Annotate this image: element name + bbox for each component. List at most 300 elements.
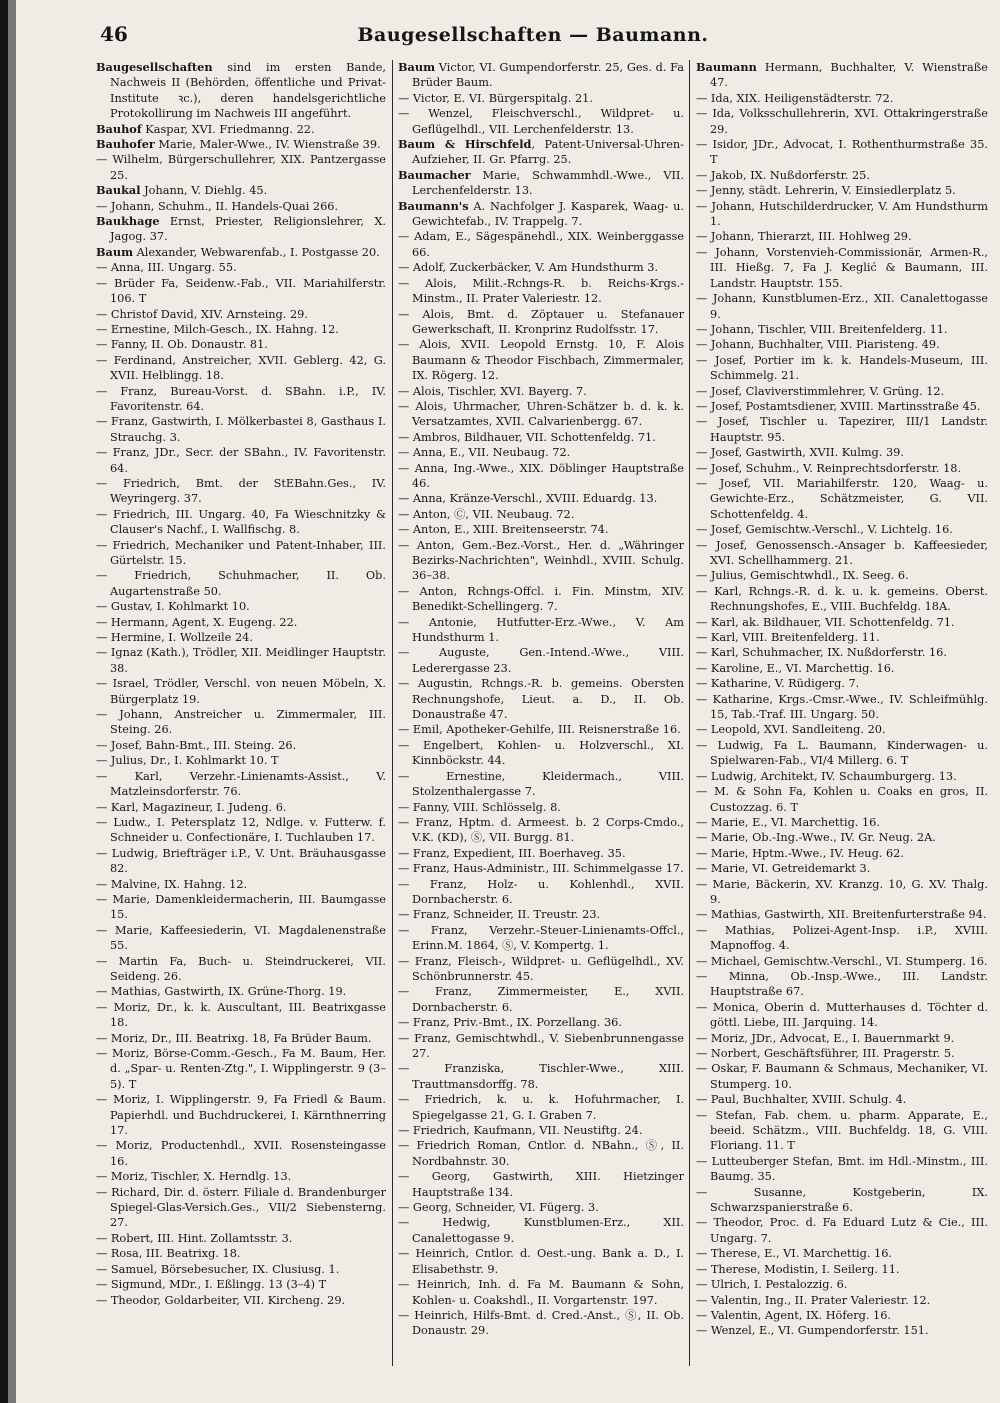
directory-entry bbox=[696, 229, 988, 244]
directory-entry bbox=[398, 538, 684, 584]
entry-text: — Franz, Haus-Administr., III. Schimmelgasse 17. bbox=[398, 862, 684, 876]
directory-entry bbox=[696, 1031, 988, 1046]
directory-entry bbox=[96, 1185, 386, 1231]
entry-text: — Therese, Modistin, I. Seilerg. 11. bbox=[696, 1262, 900, 1276]
entry-text: — Anna, Kränze-Verschl., XVIII. Eduardg. 13. bbox=[398, 492, 658, 506]
directory-columns bbox=[96, 60, 988, 1370]
entry-text: sind im ersten Bande, Nachweis II (Behörden, öffentliche und Privat-Institute ꝛc.), deren handelsgerichtliche Protokollirung im Nachweis III angeführt. bbox=[110, 61, 386, 121]
entry-text: — Robert, III. Hint. Zollamtsstr. 3. bbox=[96, 1231, 293, 1245]
entry-text: — Augustin, Rchngs.-R. b. gemeins. Obersten Rechnungshofe, Lieut. a. D., II. Ob. Donaustraße 47. bbox=[398, 677, 684, 722]
directory-entry bbox=[398, 522, 684, 537]
directory-entry bbox=[398, 199, 684, 230]
entry-text: — Josef, Genossensch.-Ansager b. Kaffeesieder, XVI. Schellhammerg. 21. bbox=[696, 538, 988, 567]
entry-text: — Friedrich, Schuhmacher, II. Ob. Augartenstraße 50. bbox=[96, 569, 386, 598]
directory-entry bbox=[696, 1154, 988, 1185]
entry-text: — Ambros, Bildhauer, VII. Schottenfeldg. 71. bbox=[398, 430, 656, 444]
entry-text: — Anna, III. Ungarg. 55. bbox=[96, 261, 237, 275]
directory-entry bbox=[696, 476, 988, 522]
directory-entry bbox=[696, 245, 988, 291]
directory-entry bbox=[96, 1231, 386, 1246]
directory-entry bbox=[96, 1138, 386, 1169]
directory-entry bbox=[96, 60, 386, 122]
entry-text: — Paul, Buchhalter, XVIII. Schulg. 4. bbox=[696, 1093, 907, 1107]
directory-entry bbox=[398, 846, 684, 861]
directory-entry bbox=[696, 1046, 988, 1061]
directory-entry bbox=[96, 645, 386, 676]
entry-headword: Baukal bbox=[96, 183, 141, 198]
directory-entry bbox=[398, 399, 684, 430]
entry-text: — Josef, Postamtsdiener, XVIII. Martinsstraße 45. bbox=[696, 399, 981, 413]
directory-entry bbox=[696, 1262, 988, 1277]
entry-text: — Richard, Dir. d. österr. Filiale d. Brandenburger Spiegel-Glas-Versich.Ges., VII/2 Siebensterng. 27. bbox=[96, 1185, 386, 1230]
directory-entry bbox=[398, 137, 684, 168]
directory-entry bbox=[696, 907, 988, 922]
entry-text: — Marie, Ob.-Ing.-Wwe., IV. Gr. Neug. 2A. bbox=[696, 831, 936, 845]
entry-headword: Baum bbox=[398, 60, 436, 74]
directory-entry bbox=[696, 692, 988, 723]
directory-entry bbox=[696, 645, 988, 660]
directory-entry bbox=[96, 152, 386, 183]
entry-text: — Wilhelm, Bürgerschullehrer, XIX. Pantzergasse 25. bbox=[96, 153, 386, 182]
directory-entry bbox=[96, 1031, 386, 1046]
directory-entry bbox=[398, 907, 684, 922]
directory-entry bbox=[696, 522, 988, 537]
directory-entry bbox=[696, 137, 988, 168]
page-title: Baugesellschaften — Baumann. bbox=[357, 24, 709, 46]
directory-entry bbox=[696, 91, 988, 106]
directory-entry bbox=[96, 892, 386, 923]
entry-text: — Johann, Thierarzt, III. Hohlweg 29. bbox=[696, 230, 912, 244]
directory-entry bbox=[696, 337, 988, 352]
entry-text: — Ida, XIX. Heiligenstädterstr. 72. bbox=[696, 91, 894, 105]
directory-entry bbox=[96, 137, 386, 152]
entry-headword: Bauhofer bbox=[96, 137, 155, 152]
directory-entry bbox=[398, 229, 684, 260]
page-number: 46 bbox=[100, 22, 128, 46]
directory-entry bbox=[96, 322, 386, 337]
directory-entry bbox=[96, 923, 386, 954]
directory-entry bbox=[696, 399, 988, 414]
directory-entry bbox=[398, 769, 684, 800]
directory-entry bbox=[96, 384, 386, 415]
entry-text: — Julius, Dr., I. Kohlmarkt 10. T bbox=[96, 754, 279, 768]
entry-text: — Anna, Ing.-Wwe., XIX. Döblinger Hauptstraße 46. bbox=[398, 461, 684, 490]
directory-entry bbox=[398, 984, 684, 1015]
directory-entry bbox=[96, 984, 386, 999]
entry-text: A. Nachfolger J. Kasparek, Waag- u. Gewichtefab., IV. Trappelg. 7. bbox=[412, 199, 684, 229]
entry-text: — Johann, Anstreicher u. Zimmermaler, III. Steing. 26. bbox=[96, 708, 386, 737]
entry-text: — Josef, Schuhm., V. Reinprechtsdorferstr. 18. bbox=[696, 461, 962, 475]
entry-text: — Josef, Bahn-Bmt., III. Steing. 26. bbox=[96, 738, 297, 752]
entry-text: — Franz, Gemischtwhdl., V. Siebenbrunnengasse 27. bbox=[398, 1031, 684, 1060]
directory-entry bbox=[398, 1215, 684, 1246]
entry-text: — Rosa, III. Beatrixg. 18. bbox=[96, 1247, 241, 1261]
directory-entry bbox=[696, 1185, 988, 1216]
directory-entry bbox=[398, 1092, 684, 1123]
entry-text: — Valentin, Ing., II. Prater Valeriestr. 12. bbox=[696, 1293, 931, 1307]
entry-headword: Baum & Hirschfeld bbox=[398, 137, 532, 152]
entry-text: — Georg, Schneider, VI. Fügerg. 3. bbox=[398, 1201, 599, 1215]
directory-entry bbox=[696, 199, 988, 230]
directory-entry bbox=[96, 1293, 386, 1308]
entry-text: — Karl, Magazineur, I. Judeng. 6. bbox=[96, 800, 287, 814]
entry-text: Alexander, Webwarenfab., I. Postgasse 20. bbox=[133, 245, 380, 259]
directory-entry bbox=[696, 1108, 988, 1154]
directory-entry bbox=[398, 307, 684, 338]
directory-entry bbox=[96, 245, 386, 260]
directory-entry bbox=[398, 60, 684, 91]
directory-entry bbox=[696, 384, 988, 399]
directory-entry bbox=[696, 1308, 988, 1323]
entry-text: — Franziska, Tischler-Wwe., XIII. Trauttmansdorffg. 78. bbox=[398, 1062, 684, 1091]
entry-text: — Friedrich, Mechaniker und Patent-Inhaber, III. Gürtelstr. 15. bbox=[96, 538, 386, 567]
directory-entry bbox=[696, 861, 988, 876]
entry-text: — Hedwig, Kunstblumen-Erz., XII. Canalettogasse 9. bbox=[398, 1216, 684, 1245]
directory-entry bbox=[696, 584, 988, 615]
entry-text: — Moriz, JDr., Advocat, E., I. Bauernmarkt 9. bbox=[696, 1031, 955, 1045]
entry-text: — Karl, Rchngs.-R. d. k. u. k. gemeins. Oberst. Rechnungshofes, E., VIII. Buchfeldg. 18A. bbox=[696, 584, 988, 614]
directory-entry bbox=[398, 430, 684, 445]
directory-entry bbox=[696, 1215, 988, 1246]
entry-headword: Baumann's bbox=[398, 198, 469, 213]
directory-entry bbox=[96, 276, 386, 307]
entry-text: — Israel, Trödler, Verschl. von neuen Möbeln, X. Bürgerplatz 19. bbox=[96, 677, 386, 706]
directory-entry bbox=[696, 769, 988, 784]
entry-text: — M. & Sohn Fa, Kohlen u. Coaks en gros, II. Custozzag. 6. T bbox=[696, 785, 988, 814]
entry-text: — Auguste, Gen.-Intend.-Wwe., VIII. Lederergasse 23. bbox=[398, 646, 684, 675]
directory-entry bbox=[398, 461, 684, 492]
entry-text: — Wenzel, E., VI. Gumpendorferstr. 151. bbox=[696, 1324, 929, 1338]
entry-headword: Bauhof bbox=[96, 121, 142, 136]
directory-entry bbox=[696, 1277, 988, 1292]
entry-text: — Karl, ak. Bildhauer, VII. Schottenfeldg. 71. bbox=[696, 615, 955, 629]
directory-entry bbox=[696, 830, 988, 845]
entry-text: — Katharine, Krgs.-Cmsr.-Wwe., IV. Schleifmühlg. 15, Tab.-Traf. III. Ungarg. 50. bbox=[696, 692, 988, 722]
entry-text: — Heinrich, Inh. d. Fa M. Baumann & Sohn, Kohlen- u. Coakshdl., II. Vorgartenstr. 197. bbox=[398, 1278, 684, 1307]
directory-entry bbox=[398, 106, 684, 137]
directory-entry bbox=[96, 800, 386, 815]
directory-entry bbox=[398, 815, 684, 846]
entry-text: — Oskar, F. Baumann & Schmaus, Mechaniker, VI. Stumperg. 10. bbox=[696, 1062, 988, 1091]
entry-text: — Franz, Priv.-Bmt., IX. Porzellang. 36. bbox=[398, 1016, 622, 1030]
directory-entry bbox=[398, 645, 684, 676]
entry-text: — Antonie, Hutfutter-Erz.-Wwe., V. Am Hundsthurm 1. bbox=[398, 615, 684, 645]
directory-entry bbox=[96, 507, 386, 538]
directory-entry bbox=[96, 1169, 386, 1184]
entry-text: — Ludw., I. Petersplatz 12, Ndlge. v. Futterw. f. Schneider u. Confectionäre, I. Tuchlauben 17. bbox=[96, 815, 386, 845]
entry-text: — Alois, Tischler, XVI. Bayerg. 7. bbox=[398, 384, 587, 398]
directory-entry bbox=[398, 445, 684, 460]
directory-entry bbox=[96, 1262, 386, 1277]
entry-text: — Moriz, Dr., k. k. Auscultant, III. Beatrixgasse 18. bbox=[96, 1000, 386, 1030]
directory-entry bbox=[696, 923, 988, 954]
entry-text: — Jenny, städt. Lehrerin, V. Einsiedlerplatz 5. bbox=[696, 184, 956, 198]
entry-text: — Franz, Hptm. d. Armeest. b. 2 Corps-Cmdo., V.K. (KD), Ⓢ, VII. Burgg. 81. bbox=[398, 815, 684, 845]
directory-entry bbox=[96, 753, 386, 768]
directory-entry bbox=[696, 568, 988, 583]
directory-entry bbox=[398, 1169, 684, 1200]
directory-entry bbox=[696, 106, 988, 137]
entry-text: — Fanny, II. Ob. Donaustr. 81. bbox=[96, 338, 268, 352]
entry-text: — Karl, Schuhmacher, IX. Nußdorferstr. 16. bbox=[696, 646, 947, 660]
directory-entry bbox=[398, 1061, 684, 1092]
entry-text: — Heinrich, Cntlor. d. Oest.-ung. Bank a. D., I. Elisabethstr. 9. bbox=[398, 1247, 684, 1276]
entry-text: — Ignaz (Kath.), Trödler, XII. Meidlinger Hauptstr. 38. bbox=[96, 646, 386, 675]
directory-entry bbox=[696, 461, 988, 476]
directory-entry bbox=[398, 800, 684, 815]
entry-text: — Alois, Uhrmacher, Uhren-Schätzer b. d. k. k. Versatzamtes, XVII. Calvarienbergg. 67. bbox=[398, 399, 684, 429]
entry-text: — Johann, Schuhm., II. Handels-Quai 266. bbox=[96, 199, 339, 213]
entry-text: — Karl, VIII. Breitenfelderg. 11. bbox=[696, 631, 880, 645]
directory-entry bbox=[96, 1092, 386, 1138]
directory-entry bbox=[96, 445, 386, 476]
entry-text: — Mathias, Polizei-Agent-Insp. i.P., XVIII. Mapnoffog. 4. bbox=[696, 923, 988, 953]
entry-text: — Franz, Gastwirth, I. Mölkerbastei 8, Gasthaus I. Strauchg. 3. bbox=[96, 415, 386, 444]
entry-text: — Engelbert, Kohlen- u. Holzverschl., XI. Kinnböckstr. 44. bbox=[398, 738, 684, 768]
entry-text: Kaspar, XVI. Friedmanng. 22. bbox=[141, 122, 315, 136]
entry-text: — Johann, Kunstblumen-Erz., XII. Canalettogasse 9. bbox=[696, 292, 988, 321]
entry-text: — Franz, Holz- u. Kohlenhdl., XVII. Dornbacherstr. 6. bbox=[398, 877, 684, 906]
directory-entry bbox=[398, 91, 684, 106]
directory-entry bbox=[96, 676, 386, 707]
entry-text: — Leopold, XVI. Sandleiteng. 20. bbox=[696, 723, 886, 737]
entry-text: — Josef, VII. Mariahilferstr. 120, Waag- u. Gewichte-Erz., Schätzmeister, G. VII. Schottenfeldg. 4. bbox=[696, 476, 988, 521]
entry-text: — Malvine, IX. Hahng. 12. bbox=[96, 877, 248, 891]
column-2 bbox=[398, 60, 684, 1370]
directory-entry bbox=[696, 846, 988, 861]
entry-text: — Josef, Portier im k. k. Handels-Museum, III. Schimmelg. 21. bbox=[696, 353, 988, 383]
entry-text: — Franz, Verzehr.-Steuer-Linienamts-Offcl., Erinn.M. 1864, Ⓢ, V. Kompertg. 1. bbox=[398, 923, 684, 953]
entry-text: — Norbert, Geschäftsführer, III. Pragerstr. 5. bbox=[696, 1047, 955, 1060]
entry-text: Johann, V. Diehlg. 45. bbox=[140, 184, 268, 198]
directory-entry bbox=[696, 183, 988, 198]
entry-text: — Susanne, Kostgeberin, IX. Schwarzspanierstraße 6. bbox=[696, 1185, 988, 1215]
entry-text: — Anton, Gem.-Bez.-Vorst., Her. d. „Währinger Bezirks-Nachrichten", Weinhdl., XVIII. Schulg. 36–38. bbox=[398, 538, 684, 583]
entry-text: — Lutteuberger Stefan, Bmt. im Hdl.-Minstm., III. Baumg. 35. bbox=[696, 1154, 988, 1184]
entry-text: — Ernestine, Kleidermach., VIII. Stolzenthalergasse 7. bbox=[398, 769, 684, 799]
entry-text: — Therese, E., VI. Marchettig. 16. bbox=[696, 1247, 893, 1261]
entry-text: — Marie, E., VI. Marchettig. 16. bbox=[696, 815, 880, 829]
directory-entry bbox=[398, 491, 684, 506]
directory-entry bbox=[96, 599, 386, 614]
directory-entry bbox=[96, 568, 386, 599]
entry-text: — Michael, Gemischtw.-Verschl., VI. Stumperg. 16. bbox=[696, 954, 988, 968]
entry-text: — Franz, Expedient, III. Boerhaveg. 35. bbox=[398, 846, 626, 860]
directory-entry bbox=[96, 414, 386, 445]
directory-entry bbox=[96, 877, 386, 892]
entry-text: — Christof David, XIV. Arnsteing. 29. bbox=[96, 307, 308, 321]
entry-text: Ernst, Priester, Religionslehrer, X. Jagog. 37. bbox=[110, 215, 386, 244]
entry-text: — Marie, Kaffeesiederin, VI. Magdalenenstraße 55. bbox=[96, 923, 386, 953]
entry-text: — Johann, Buchhalter, VIII. Piaristeng. 49. bbox=[696, 338, 940, 352]
entry-text: — Theodor, Proc. d. Fa Eduard Lutz & Cie., III. Ungarg. 7. bbox=[696, 1216, 988, 1245]
entry-text: — Minna, Ob.-Insp.-Wwe., III. Landstr. Hauptstraße 67. bbox=[696, 969, 988, 999]
entry-text: — Anton, E., XIII. Breitenseerstr. 74. bbox=[398, 523, 609, 537]
directory-entry bbox=[96, 1000, 386, 1031]
entry-text: — Heinrich, Hilfs-Bmt. d. Cred.-Anst., Ⓢ, II. Ob. Donaustr. 29. bbox=[398, 1308, 684, 1338]
directory-entry bbox=[96, 199, 386, 214]
entry-text: — Ludwig, Briefträger i.P., V. Unt. Bräuhausgasse 82. bbox=[96, 846, 386, 876]
entry-text: — Valentin, Agent, IX. Höferg. 16. bbox=[696, 1308, 891, 1322]
directory-entry bbox=[96, 353, 386, 384]
directory-entry bbox=[696, 722, 988, 737]
directory-entry bbox=[398, 1246, 684, 1277]
entry-text: — Georg, Gastwirth, XIII. Hietzinger Hauptstraße 134. bbox=[398, 1170, 684, 1199]
directory-entry bbox=[398, 1308, 684, 1339]
directory-entry bbox=[96, 183, 386, 198]
entry-text: — Gustav, I. Kohlmarkt 10. bbox=[96, 600, 250, 614]
entry-text: — Mathias, Gastwirth, XII. Breitenfurterstraße 94. bbox=[696, 908, 987, 922]
entry-text: — Victor, E. VI. Bürgerspitalg. 21. bbox=[398, 91, 593, 105]
entry-text: , Patent-Universal-Uhren-Aufzieher, II. Gr. Pfarrg. 25. bbox=[412, 138, 684, 167]
directory-entry bbox=[696, 615, 988, 630]
entry-text: — Johann, Vorstenvieh-Commissionär, Armen-R., III. Hießg. 7, Fa J. Keglić & Baumann, III. Landstr. Hauptstr. 155. bbox=[696, 245, 988, 290]
directory-entry bbox=[696, 291, 988, 322]
entry-text: — Martin Fa, Buch- u. Steindruckerei, VII. Seideng. 26. bbox=[96, 954, 386, 983]
directory-entry bbox=[398, 1031, 684, 1062]
entry-text: — Ulrich, I. Pestalozzig. 6. bbox=[696, 1278, 848, 1292]
directory-entry bbox=[398, 861, 684, 876]
entry-text: — Mathias, Gastwirth, IX. Grüne-Thorg. 19. bbox=[96, 985, 347, 999]
entry-text: — Anton, Rchngs-Offcl. i. Fin. Minstm, XIV. Benedikt-Schellingerg. 7. bbox=[398, 584, 684, 614]
entry-text: — Ida, Volksschullehrerin, XVI. Ottakringerstraße 29. bbox=[696, 107, 988, 136]
directory-entry bbox=[696, 414, 988, 445]
entry-text: — Adolf, Zuckerbäcker, V. Am Hundsthurm 3. bbox=[398, 261, 659, 275]
entry-text: — Franz, Fleisch-, Wildpret- u. Geflügelhdl., XV. Schönbrunnerstr. 45. bbox=[398, 954, 684, 983]
directory-entry bbox=[696, 954, 988, 969]
entry-text: — Jakob, IX. Nußdorferstr. 25. bbox=[696, 168, 870, 182]
directory-entry bbox=[398, 1277, 684, 1308]
directory-entry bbox=[696, 969, 988, 1000]
directory-entry bbox=[696, 445, 988, 460]
directory-entry bbox=[96, 1277, 386, 1292]
entry-text: — Karoline, E., VI. Marchettig. 16. bbox=[696, 661, 895, 675]
entry-text: — Johann, Hutschilderdrucker, V. Am Hundsthurm 1. bbox=[696, 199, 988, 229]
directory-entry bbox=[398, 1138, 684, 1169]
directory-entry bbox=[696, 60, 988, 91]
entry-text: — Ludwig, Architekt, IV. Schaumburgerg. 13. bbox=[696, 769, 957, 783]
directory-entry bbox=[398, 168, 684, 199]
entry-text: — Friedrich, Kaufmann, VII. Neustiftg. 24. bbox=[398, 1124, 643, 1138]
directory-page bbox=[8, 0, 1000, 1403]
directory-entry bbox=[696, 784, 988, 815]
directory-entry bbox=[696, 538, 988, 569]
directory-entry bbox=[398, 384, 684, 399]
entry-text: — Josef, Tischler u. Tapezirer, III/1 Landstr. Hauptstr. 95. bbox=[696, 415, 988, 444]
entry-text: — Marie, Bäckerin, XV. Kranzg. 10, G. XV. Thalg. 9. bbox=[696, 877, 988, 906]
directory-entry bbox=[696, 1293, 988, 1308]
directory-entry bbox=[398, 954, 684, 985]
entry-headword: Baumann bbox=[696, 60, 757, 74]
entry-text: — Marie, Damenkleidermacherin, III. Baumgasse 15. bbox=[96, 892, 386, 922]
entry-text: — Anton, Ⓒ, VII. Neubaug. 72. bbox=[398, 507, 575, 521]
entry-text: — Monica, Oberin d. Mutterhauses d. Töchter d. göttl. Liebe, III. Jarquing. 14. bbox=[696, 1000, 988, 1030]
directory-entry bbox=[696, 877, 988, 908]
directory-entry bbox=[696, 661, 988, 676]
entry-text: Marie, Maler-Wwe., IV. Wienstraße 39. bbox=[154, 138, 381, 152]
directory-entry bbox=[398, 722, 684, 737]
directory-entry bbox=[96, 769, 386, 800]
column-1 bbox=[96, 60, 386, 1370]
entry-text: — Josef, Gemischtw.-Verschl., V. Lichtelg. 16. bbox=[696, 523, 953, 537]
entry-text: — Katharine, V. Rüdigerg. 7. bbox=[696, 677, 860, 691]
directory-entry bbox=[696, 1246, 988, 1261]
entry-text: — Hermine, I. Wollzeile 24. bbox=[96, 631, 253, 645]
entry-text: — Ernestine, Milch-Gesch., IX. Hahng. 12. bbox=[96, 322, 339, 336]
entry-text: — Emil, Apotheker-Gehilfe, III. Reisnerstraße 16. bbox=[398, 723, 681, 737]
directory-entry bbox=[398, 260, 684, 275]
entry-text: — Anna, E., VII. Neubaug. 72. bbox=[398, 446, 571, 460]
directory-entry bbox=[696, 322, 988, 337]
directory-entry bbox=[96, 307, 386, 322]
entry-headword: Baumacher bbox=[398, 167, 471, 182]
directory-entry bbox=[398, 676, 684, 722]
entry-text: — Karl, Verzehr.-Linienamts-Assist., V. Matzleinsdorferstr. 76. bbox=[96, 769, 386, 799]
directory-entry bbox=[696, 1092, 988, 1107]
entry-text: — Alois, XVII. Leopold Ernstg. 10, F. Alois Baumann & Theodor Fischbach, Zimmermaler, IX. Rögerg. 12. bbox=[398, 338, 684, 383]
entry-text: — Franz, Zimmermeister, E., XVII. Dornbacherstr. 6. bbox=[398, 985, 684, 1014]
entry-text: — Wenzel, Fleischverschl., Wildpret- u. Geflügelhdl., VII. Lerchenfelderstr. 13. bbox=[398, 107, 684, 136]
entry-text: — Sigmund, MDr., I. Eßlingg. 13 (3–4) T bbox=[96, 1278, 327, 1292]
entry-text: — Julius, Gemischtwhdl., IX. Seeg. 6. bbox=[696, 569, 909, 583]
entry-text: — Marie, Hptm.-Wwe., IV. Heug. 62. bbox=[696, 846, 904, 860]
directory-entry bbox=[96, 846, 386, 877]
entry-text: Marie, Schwammhdl.-Wwe., VII. Lerchenfelderstr. 13. bbox=[412, 168, 684, 198]
column-3 bbox=[696, 60, 988, 1370]
entry-headword: Baugesellschaften bbox=[96, 60, 213, 74]
directory-entry bbox=[398, 1200, 684, 1215]
directory-entry bbox=[96, 630, 386, 645]
entry-headword: Baum bbox=[96, 244, 134, 259]
directory-entry bbox=[696, 815, 988, 830]
directory-entry bbox=[398, 877, 684, 908]
directory-entry bbox=[398, 923, 684, 954]
directory-entry bbox=[696, 168, 988, 183]
entry-text: — Samuel, Börsebesucher, IX. Clusiusg. 1. bbox=[96, 1262, 340, 1276]
entry-text: — Franz, Schneider, II. Treustr. 23. bbox=[398, 908, 601, 922]
entry-text: — Marie, VI. Getreidemarkt 3. bbox=[696, 862, 871, 876]
directory-entry bbox=[96, 260, 386, 275]
entry-text: — Alois, Bmt. d. Zöptauer u. Stefanauer Gewerkschaft, II. Kronprinz Rudolfsstr. 17. bbox=[398, 307, 684, 336]
directory-entry bbox=[96, 738, 386, 753]
entry-text: — Adam, E., Sägespänehdl., XIX. Weinberggasse 66. bbox=[398, 230, 684, 259]
directory-entry bbox=[398, 1123, 684, 1138]
directory-entry bbox=[696, 676, 988, 691]
entry-text: — Hermann, Agent, X. Eugeng. 22. bbox=[96, 615, 298, 629]
directory-entry bbox=[398, 615, 684, 646]
directory-entry bbox=[96, 707, 386, 738]
directory-entry bbox=[96, 337, 386, 352]
entry-text: — Friedrich, Bmt. der StEBahn.Ges., IV. Weyringerg. 37. bbox=[96, 476, 386, 506]
directory-entry bbox=[398, 276, 684, 307]
directory-entry bbox=[96, 1246, 386, 1261]
directory-entry bbox=[398, 337, 684, 383]
entry-text: — Ludwig, Fa L. Baumann, Kinderwagen- u. Spielwaren-Fab., VI/4 Millerg. 6. T bbox=[696, 738, 988, 768]
entry-headword: Baukhage bbox=[96, 214, 160, 229]
entry-text: — Ferdinand, Anstreicher, XVII. Geblerg. 42, G. XVII. Helblingg. 18. bbox=[96, 353, 386, 383]
entry-text: — Friedrich Roman, Cntlor. d. NBahn., Ⓢ, II. Nordbahnstr. 30. bbox=[398, 1139, 684, 1168]
entry-text: — Josef, Gastwirth, XVII. Kulmg. 39. bbox=[696, 446, 904, 460]
directory-entry bbox=[696, 1061, 988, 1092]
entry-text: — Franz, Bureau-Vorst. d. SBahn. i.P., IV. Favoritenstr. 64. bbox=[96, 384, 386, 413]
entry-text: — Stefan, Fab. chem. u. pharm. Apparate, E., beeid. Schätzm., VIII. Buchfeldg. 18, G. VIII. Floriang. 11. T bbox=[696, 1108, 988, 1153]
entry-text: — Theodor, Goldarbeiter, VII. Kircheng. 29. bbox=[96, 1293, 346, 1307]
entry-text: — Moriz, I. Wipplingerstr. 9, Fa Friedl & Baum. Papierhdl. und Buchdruckerei, I. Kärnthnerring 17. bbox=[96, 1093, 386, 1138]
entry-text: — Josef, Claviverstimmlehrer, V. Grüng. 12. bbox=[696, 384, 945, 398]
entry-text: — Fanny, VIII. Schlösselg. 8. bbox=[398, 800, 561, 814]
entry-text: — Alois, Milit.-Rchngs-R. b. Reichs-Krgs.-Minstm., II. Prater Valeriestr. 12. bbox=[398, 276, 684, 306]
directory-entry bbox=[96, 815, 386, 846]
